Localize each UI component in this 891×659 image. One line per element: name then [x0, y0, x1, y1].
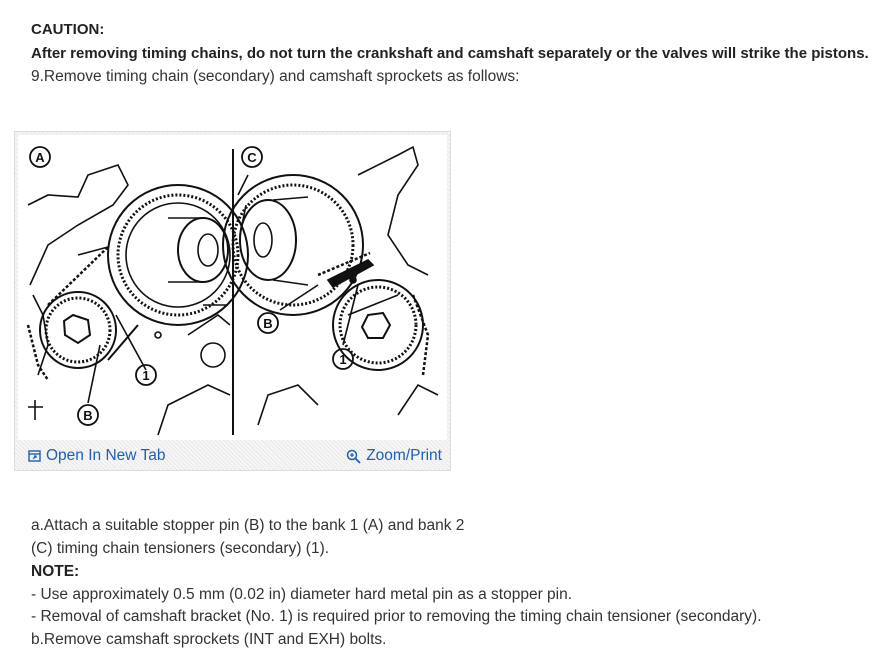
callout-1-left: 1 — [142, 368, 150, 383]
figure-panel — [14, 131, 451, 471]
note-label: NOTE: — [31, 563, 80, 580]
note-item-1: - Use approximately 0.5 mm (0.02 in) diameter hard metal pin as a stopper pin. — [31, 586, 573, 603]
caution-title: CAUTION: — [31, 21, 105, 38]
step-a-line-2: (C) timing chain tensioners (secondary) (1). — [31, 540, 330, 557]
callout-1-right: 1 — [339, 352, 347, 367]
figure-toolbar — [15, 441, 452, 471]
zoom-print-link[interactable] — [346, 447, 442, 465]
timing-chain-illustration — [18, 135, 447, 440]
step-9-text: 9.Remove timing chain (secondary) and camshaft sprockets as follows: — [31, 68, 520, 85]
open-new-tab-link[interactable] — [28, 447, 165, 465]
step-a-line-1: a.Attach a suitable stopper pin (B) to the bank 1 (A) and bank 2 — [31, 517, 465, 534]
magnifier-icon — [346, 449, 361, 464]
callout-C: C — [247, 150, 257, 165]
open-new-tab-icon — [28, 450, 41, 462]
caution-text: After removing timing chains, do not turn the crankshaft and camshaft separately or the valves will strike the pistons. — [31, 45, 869, 62]
callout-B-left: B — [83, 408, 93, 423]
illustration-svg — [18, 135, 447, 440]
open-new-tab-label: Open In New Tab — [46, 447, 166, 464]
callout-A: A — [35, 150, 45, 165]
note-item-2: - Removal of camshaft bracket (No. 1) is required prior to removing the timing chain tensioner (secondary). — [31, 608, 762, 625]
zoom-print-label: Zoom/Print — [366, 447, 442, 464]
step-b-line: b.Remove camshaft sprockets (INT and EXH) bolts. — [31, 631, 387, 648]
callout-B-right: B — [263, 316, 273, 331]
